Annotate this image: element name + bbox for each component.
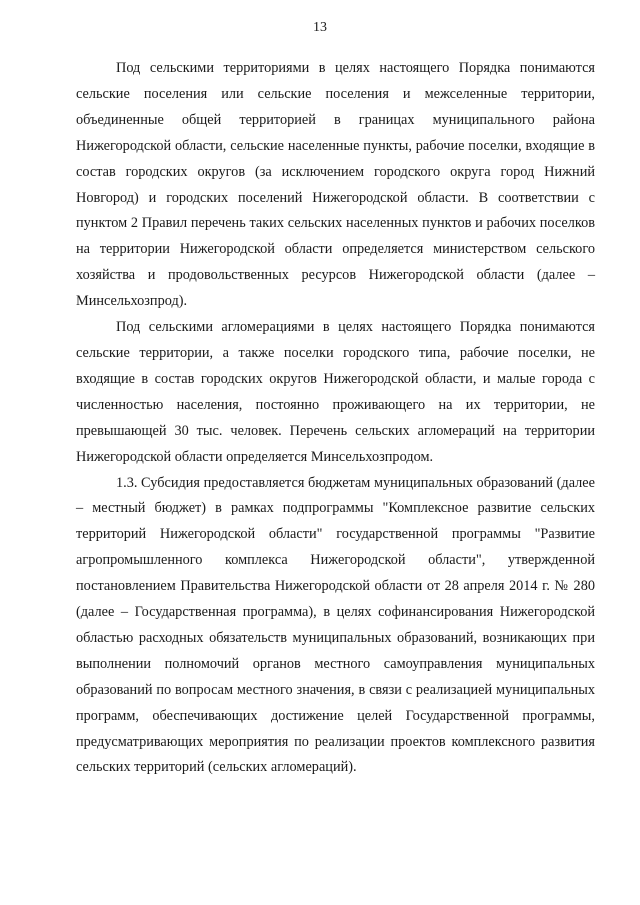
document-body [76,56,595,781]
paragraph-subsidy-1-3: 1.3. Субсидия предоставляется бюджетам муниципальных образований (далее – местный бюджет) в рамках подпрограммы "Комплексное развитие сельских территорий Нижегородской области" государственной программы "Развитие агропромышленного комплекса Нижегородской области", утвержденной постановлением Правительства Нижегородской области от 28 апреля 2014 г. № 280 (далее – Государственная программа), в целях софинансирования Нижегородской областью расходных обязательств муниципальных образований, возникающих при выполнении полномочий органов местного самоуправления муниципальных образований по вопросам местного значения, в связи с реализацией муниципальных программ, обеспечивающих достижение целей Государственной программы, предусматривающих мероприятия по реализации проектов комплексного развития сельских территорий (сельских агломераций). [76,474,595,776]
paragraph-rural-agglomerations: Под сельскими агломерациями в целях настоящего Порядка понимаются сельские территории, а также поселки городского типа, рабочие поселки, не входящие в состав городских округов Нижегородской области, и малые города с численностью населения, постоянно проживающего на их территории, не превышающей 30 тыс. человек. Перечень сельских агломераций на территории Нижегородской области определяется Минсельхозпродом. [76,319,595,465]
page-number: 13 [313,20,327,35]
paragraph-rural-territories: Под сельскими территориями в целях настоящего Порядка понимаются сельские поселения или сельские поселения и межселенные территории, объединенные общей территорией в границах муниципального района Нижегородской области, сельские населенные пункты, рабочие поселки, входящие в состав городских округов (за исключением городского округа город Нижний Новгород) и городских поселений Нижегородской области. В соответствии с пунктом 2 Правил перечень таких сельских населенных пунктов и рабочих поселков на территории Нижегородской области определяется министерством сельского хозяйства и продовольственных ресурсов Нижегородской области (далее – Минсельхозпрод). [76,60,595,310]
